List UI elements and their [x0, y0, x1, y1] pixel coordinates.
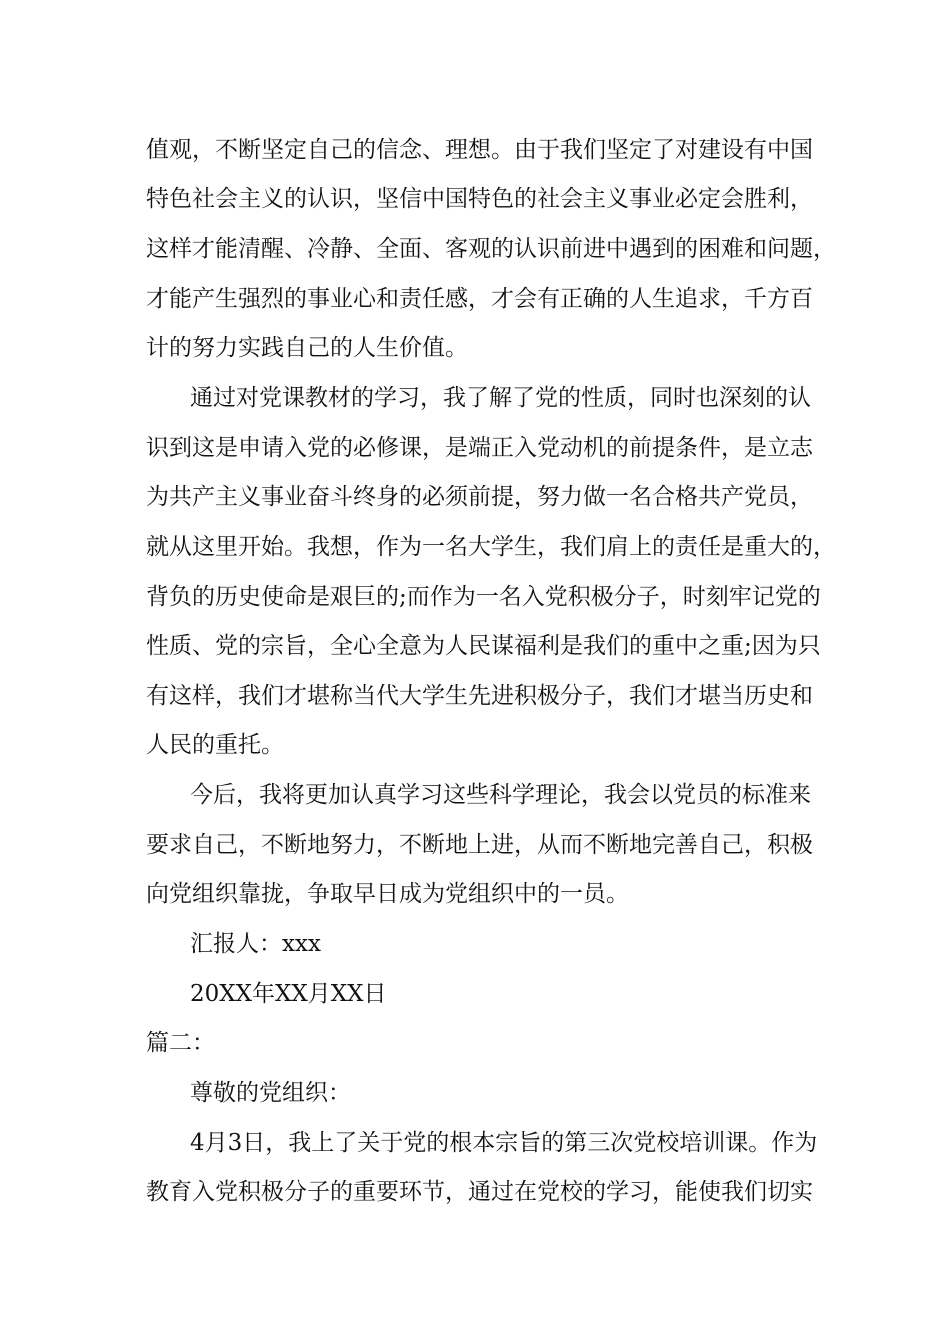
- text-line: 背负的历史使命是艰巨的;而作为一名入党积极分子，时刻牢记党的: [146, 584, 821, 610]
- text-line: 性质、党的宗旨，全心全意为人民谋福利是我们的重中之重;因为只: [146, 633, 821, 659]
- salutation-line: 尊敬的党组织：: [190, 1080, 351, 1106]
- text-line: 有这样，我们才堪称当代大学生先进积极分子，我们才堪当历史和: [146, 683, 813, 709]
- text-line: 才能产生强烈的事业心和责任感，才会有正确的人生追求，千方百: [146, 286, 813, 312]
- text-line: 值观，不断坚定自己的信念、理想。由于我们坚定了对建设有中国: [146, 137, 813, 163]
- text-line: 为共产主义事业奋斗终身的必须前提，努力做一名合格共产党员，: [146, 484, 813, 510]
- text-line: 识到这是申请入党的必修课，是端正入党动机的前提条件，是立志: [146, 435, 813, 461]
- text-line: 要求自己，不断地努力，不断地上进，从而不断地完善自己，积极: [146, 832, 813, 858]
- text-line: 这样才能清醒、冷静、全面、客观的认识前进中遇到的困难和问题，: [146, 236, 836, 262]
- date-line: 20XX年XX月XX日: [190, 981, 387, 1007]
- reporter-line: 汇报人：xxx: [190, 931, 321, 957]
- text-line: 就从这里开始。我想，作为一名大学生，我们肩上的责任是重大的，: [146, 534, 836, 560]
- text-line: 人民的重托。: [146, 732, 284, 758]
- paragraph-start-line: 今后，我将更加认真学习这些科学理论，我会以党员的标准来: [190, 782, 811, 808]
- text-line: 教育入党积极分子的重要环节，通过在党校的学习，能使我们切实: [146, 1179, 813, 1205]
- text-line: 向党组织靠拢，争取早日成为党组织中的一员。: [146, 881, 629, 907]
- paragraph-start-line: 4月3日，我上了关于党的根本宗旨的第三次党校培训课。作为: [190, 1130, 818, 1156]
- section-heading: 篇二：: [146, 1030, 215, 1056]
- text-line: 特色社会主义的认识，坚信中国特色的社会主义事业必定会胜利，: [146, 186, 813, 212]
- text-line: 计的努力实践自己的人生价值。: [146, 335, 468, 361]
- paragraph-start-line: 通过对党课教材的学习，我了解了党的性质，同时也深刻的认: [190, 385, 811, 411]
